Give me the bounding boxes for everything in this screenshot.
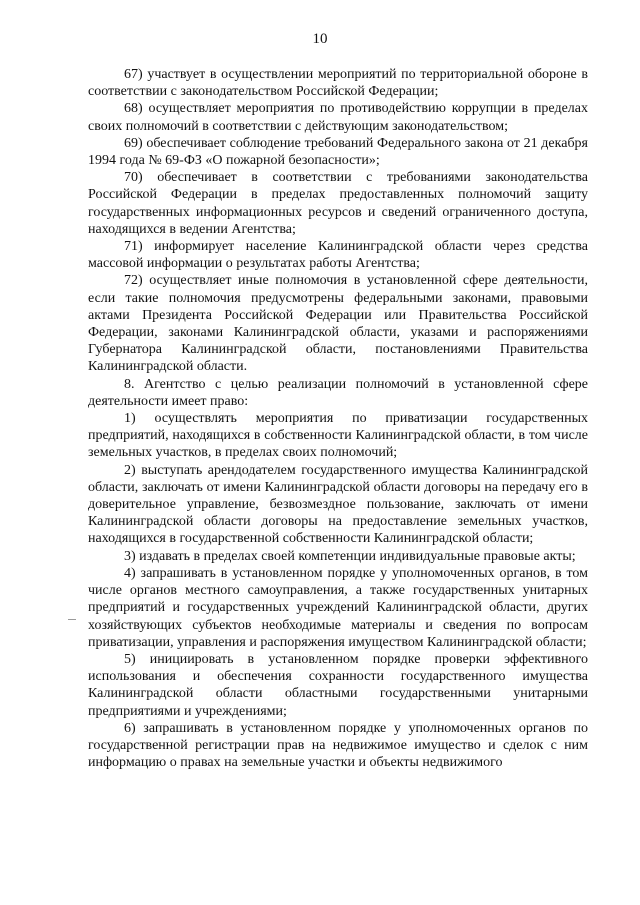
right-item-4: 4) запрашивать в установленном порядке у уполномоченных органов, в том числе органов местного самоуправления, а также государственных унитарных предприятий и государственных учреждений Калининградской области, других хозяйствующих субъектов необходимые материалы и сведения по вопросам приватизации, управления и распоряжения имуществом Калининградской области;	[88, 565, 588, 650]
right-item-2: 2) выступать арендодателем государственного имущества Калининградской области, заключать от имени Калининградской области договоры на передачу его в доверительное управление, безвозмездное пользование, заключать от имени Калининградской области договоры на предоставление земельных участков, находящихся в государственной собственности Калининградской области;	[88, 462, 588, 547]
page-number: 10	[312, 31, 328, 47]
paragraph-item-67: 67) участвует в осуществлении мероприятий по территориальной обороне в соответствии с законодательством Российской Федерации;	[88, 67, 588, 100]
paragraph-item-72: 72) осуществляет иные полномочия в установленной сфере деятельности, если такие полномочия предусмотрены федеральными законами, правовыми актами Президента Российской Федерации или Правительства Российской Федерации, законами Калининградской области, указами и распоряжениями Губернатора Калининградской области, постановлениями Правительства Калининградской области.	[88, 273, 588, 375]
right-item-3: 3) издавать в пределах своей компетенции индивидуальные правовые акты;	[124, 548, 576, 564]
right-item-1: 1) осуществлять мероприятия по приватизации государственных предприятий, находящихся в собственности Калининградской области, в том числе земельных участков, в пределах своих полномочий;	[88, 411, 588, 461]
paragraph-item-68: 68) осуществляет мероприятия по противодействию коррупции в пределах своих полномочий в соответствии с действующим законодательством;	[88, 101, 588, 134]
margin-mark	[68, 619, 76, 620]
right-item-5: 5) инициировать в установленном порядке проверки эффективного использования и обеспечения сохранности государственного имущества Калининградской области областными государственными унитарными предприятиями и учреждениями;	[88, 651, 588, 719]
paragraph-item-70: 70) обеспечивает в соответствии с требованиями законодательства Российской Федерации в пределах предоставленных полномочий защиту государственных информационных ресурсов и сведений ограниченного доступа, находящихся в ведении Агентства;	[88, 170, 588, 237]
paragraph-item-71: 71) информирует население Калининградской области через средства массовой информации о результатах работы Агентства;	[88, 239, 588, 272]
right-item-6: 6) запрашивать в установленном порядке у уполномоченных органов по государственной регистрации прав на недвижимое имущество и сделок с ним информацию о правах на земельные участки и объекты недвижимого	[88, 720, 588, 771]
document-body	[88, 66, 588, 771]
section-8-heading: 8. Агентство с целью реализации полномочий в установленной сфере деятельности имеет право:	[88, 376, 588, 409]
paragraph-item-69: 69) обеспечивает соблюдение требований Федерального закона от 21 декабря 1994 года № 69-ФЗ «О пожарной безопасности»;	[88, 135, 588, 169]
